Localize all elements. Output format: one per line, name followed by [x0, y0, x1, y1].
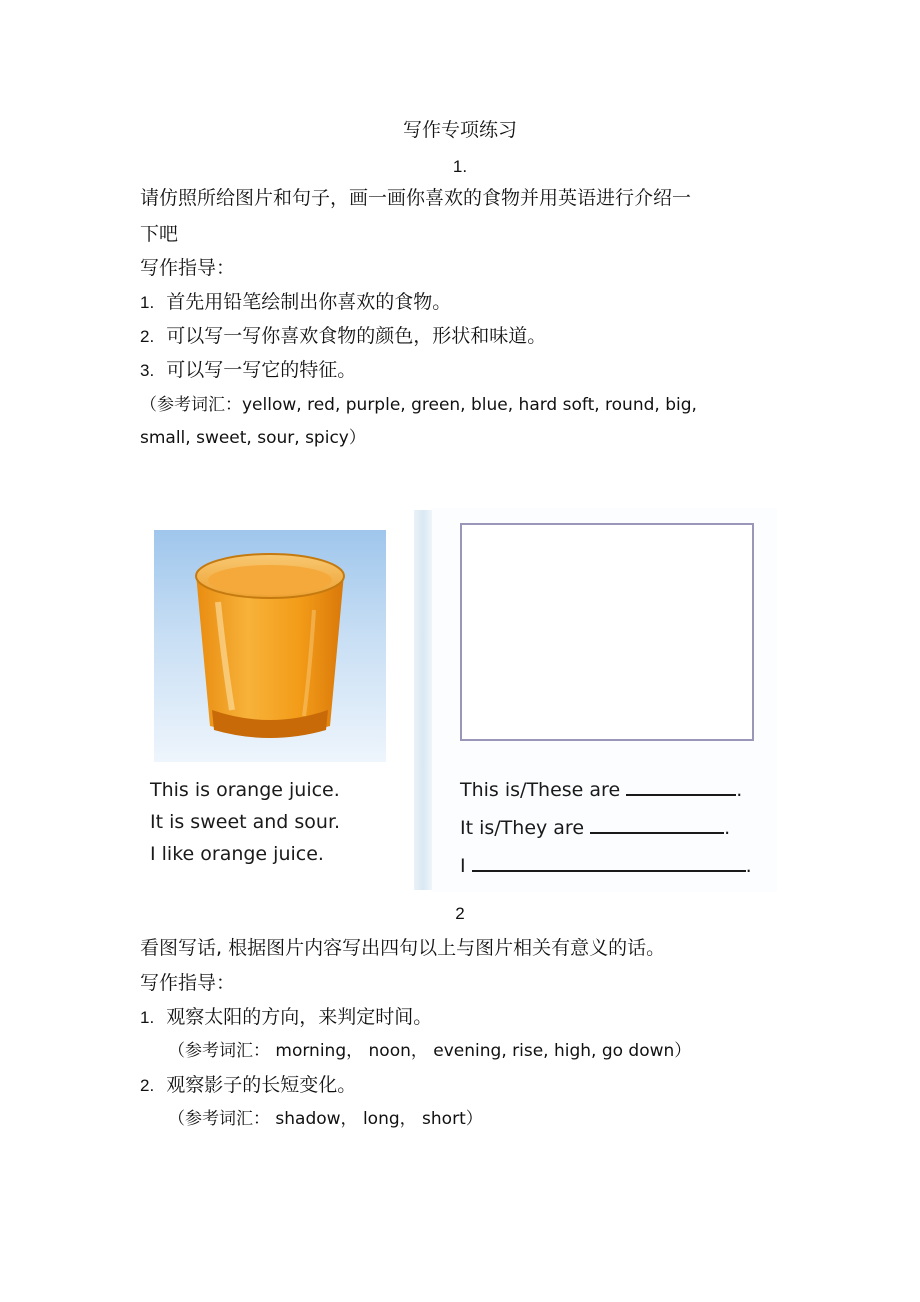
example-sentence-2: It is sweet and sour. [150, 811, 341, 833]
template-line-1-period: . [736, 779, 743, 801]
section-2-tip-2-text: 观察影子的长短变化。 [166, 1074, 357, 1096]
tip-2 [140, 324, 546, 349]
template-line-2 [460, 814, 730, 840]
section-2-tip-1-text: 观察太阳的方向，来判定时间。 [166, 1006, 433, 1028]
tip-3-number: 3. [140, 361, 155, 380]
section-2-tip-1-number: 1. [140, 1008, 155, 1027]
section-1-guide-heading: 写作指导： [140, 257, 236, 279]
section-2-tip-2 [140, 1073, 356, 1098]
tip-1-number: 1. [140, 293, 155, 312]
orange-juice-glass-icon [154, 530, 386, 762]
template-line-2-period: . [724, 817, 731, 839]
tip-1 [140, 290, 451, 315]
template-line-3-prefix: I [460, 855, 466, 877]
template-line-3 [460, 852, 752, 878]
template-line-1-prefix: This is/These are [460, 779, 621, 801]
section-2-vocab-1: （参考词汇： morning， noon， evening, rise, high, go down） [168, 1041, 692, 1061]
section-2-tip-1 [140, 1005, 432, 1030]
answer-blank-3[interactable] [472, 852, 746, 872]
section-1-prompt-line1: 请仿照所给图片和句子，画一画你喜欢的食物并用英语进行介绍一 [140, 187, 692, 209]
tip-1-text: 首先用铅笔绘制出你喜欢的食物。 [166, 291, 452, 313]
tip-3-text: 可以写一写它的特征。 [166, 359, 357, 381]
template-line-2-prefix: It is/They are [460, 817, 585, 839]
template-line-1 [460, 776, 742, 802]
answer-blank-1[interactable] [626, 776, 736, 796]
section-1-number: 1. [452, 157, 468, 176]
orange-juice-photo [154, 530, 386, 762]
example-sentence-3: I like orange juice. [150, 843, 324, 865]
vocab-line-1: （参考词汇：yellow, red, purple, green, blue, hard soft, round, big, [140, 395, 697, 415]
example-sentence-1: This is orange juice. [150, 779, 340, 801]
template-line-3-period: . [745, 855, 752, 877]
example-panel [140, 508, 410, 892]
answer-blank-2[interactable] [590, 814, 724, 834]
drawing-box[interactable] [460, 523, 754, 741]
page-gutter [414, 510, 432, 890]
tip-2-number: 2. [140, 327, 155, 346]
section-2-vocab-2: （参考词汇： shadow， long， short） [168, 1109, 483, 1129]
tip-2-text: 可以写一写你喜欢食物的颜色，形状和味道。 [166, 325, 547, 347]
section-2-prompt: 看图写话, 根据图片内容写出四句以上与图片相关有意义的话。 [140, 937, 666, 959]
section-2-number: 2 [455, 904, 465, 923]
section-2-guide-heading: 写作指导： [140, 972, 236, 994]
section-1-prompt-line2: 下吧 [140, 223, 179, 245]
vocab-line-2: small, sweet, sour, spicy） [140, 428, 366, 448]
tip-3 [140, 358, 356, 383]
page-title: 写作专项练习 [402, 119, 517, 141]
section-2-tip-2-number: 2. [140, 1076, 155, 1095]
answer-panel [432, 508, 777, 892]
